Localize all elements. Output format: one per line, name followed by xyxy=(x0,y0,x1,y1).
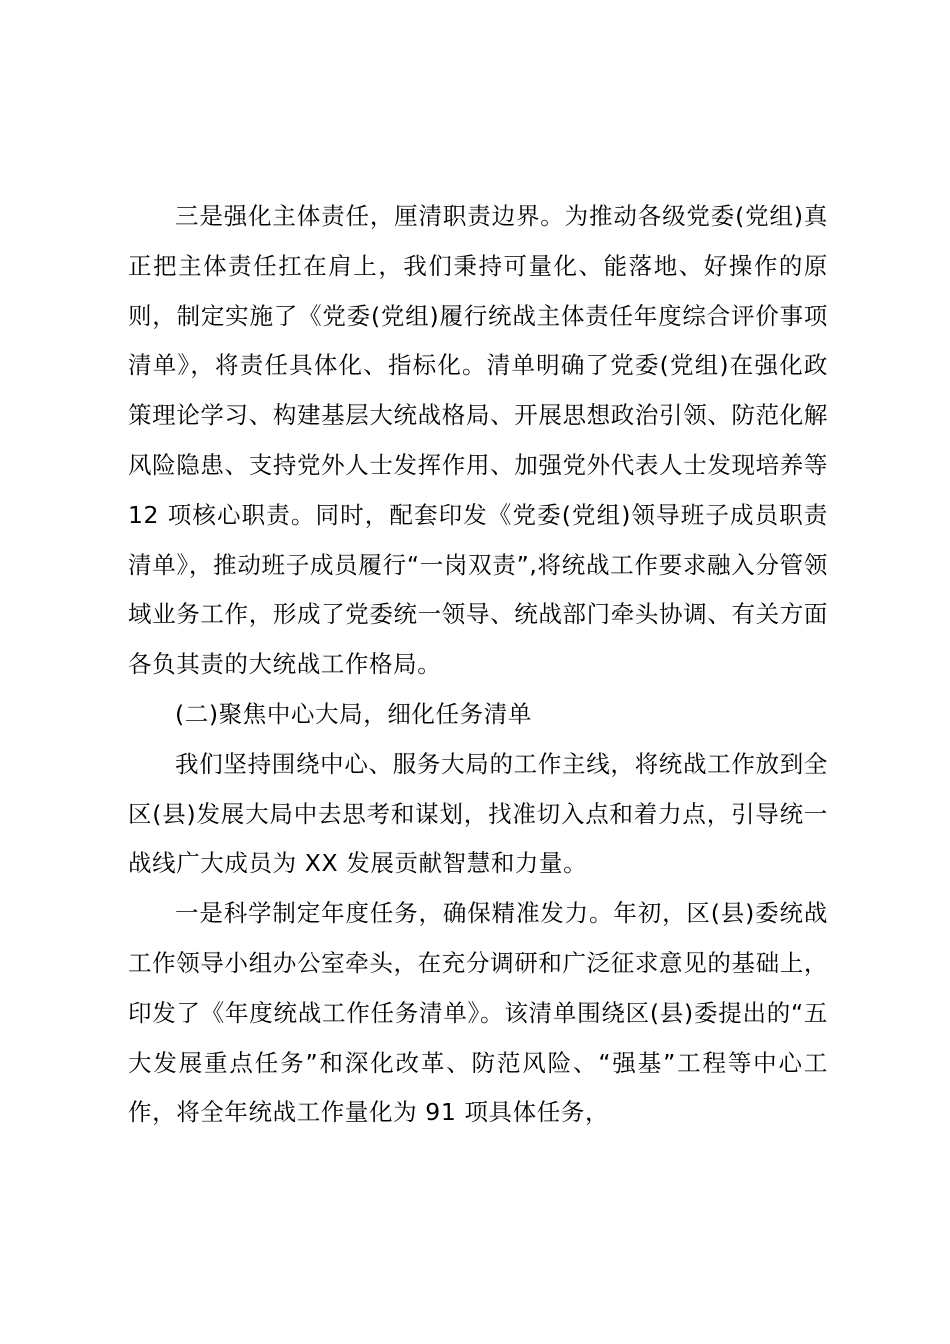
document-body xyxy=(128,192,828,1138)
paragraph-main-responsibility: 三是强化主体责任，厘清职责边界。为推动各级党委(党组)真正把主体责任扛在肩上，我们秉持可量化、能落地、好操作的原则，制定实施了《党委(党组)履行统战主体责任年度综合评价事项清单》，将责任具体化、指标化。清单明确了党委(党组)在强化政策理论学习、构建基层大统战格局、开展思想政治引领、防范化解风险隐患、支持党外人士发挥作用、加强党外代表人士发现培养等 12 项核心职责。同时，配套印发《党委(党组)领导班子成员职责清单》，推动班子成员履行“一岗双责”,将统战工作要求融入分管领域业务工作，形成了党委统一领导、统战部门牵头协调、有关方面各负其责的大统战工作格局。 xyxy=(128,202,828,679)
section-heading: (二)聚焦中心大局，细化任务清单 xyxy=(175,699,532,728)
paragraph-center-work: 我们坚持围绕中心、服务大局的工作主线，将统战工作放到全区(县)发展大局中去思考和谋划，找准切入点和着力点，引导统一战线广大成员为 XX 发展贡献智慧和力量。 xyxy=(128,749,828,878)
paragraph-annual-tasks: 一是科学制定年度任务，确保精准发力。年初，区(县)委统战工作领导小组办公室牵头，在充分调研和广泛征求意见的基础上，印发了《年度统战工作任务清单》。该清单围绕区(县)委提出的“五大发展重点任务”和深化改革、防范风险、“强基”工程等中心工作，将全年统战工作量化为 91 项具体任务， xyxy=(128,899,828,1127)
